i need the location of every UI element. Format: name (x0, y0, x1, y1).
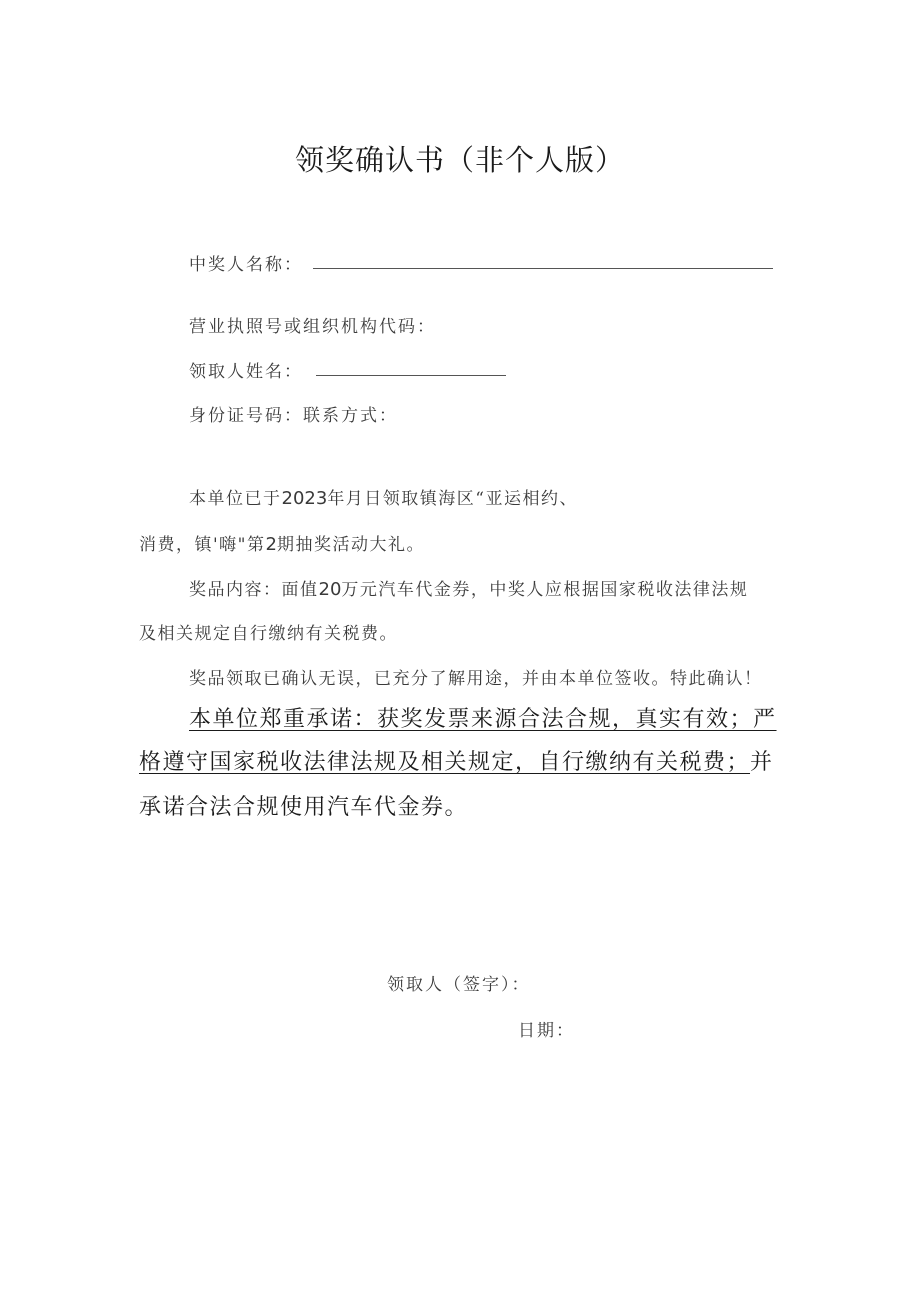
promise-line-2 (139, 745, 774, 776)
p2-text-a: 奖品内容：面值 (189, 580, 319, 600)
p1-text-b: 年月日领取镇海区“亚运相约、 (327, 489, 579, 509)
receiver-name-label: 领取人姓名： (189, 362, 303, 382)
license-label: 营业执照号或组织机构代码： (189, 317, 436, 337)
paragraph-2-line-2: 及相关规定自行缴纳有关税费。 (139, 624, 398, 644)
paragraph-1-line-2 (139, 530, 425, 555)
winner-name-line[interactable] (313, 268, 773, 269)
p2-text-b: 万元汽车代金券，中奖人应根据国家税收法律法规 (341, 580, 749, 600)
promise-line-2-rest: 并 (750, 750, 774, 775)
promise-line-3: 承诺合法合规使用汽车代金券。 (139, 795, 469, 820)
receiver-name-line[interactable] (316, 375, 506, 376)
paragraph-1-line-1 (189, 484, 578, 509)
p1-text-d: 期抽奖活动大礼。 (276, 535, 425, 555)
promise-line-1-text: 本单位郑重承诺：获奖发票来源合法合规，真实有效；严 (189, 707, 777, 732)
p1-period: 2 (265, 534, 277, 555)
promise-line-2-underlined: 格遵守国家税收法律法规及相关规定，自行缴纳有关税费； (139, 750, 751, 775)
date-label: 日期： (518, 1021, 575, 1041)
p1-text-c: 消费，镇'嗨"第 (139, 535, 266, 555)
paragraph-2-line-1 (189, 575, 748, 600)
p2-amount: 20 (318, 579, 342, 600)
p1-text-a: 本单位已于 (189, 489, 282, 509)
promise-line-1 (189, 702, 777, 733)
p1-year: 2023 (281, 488, 328, 509)
document-title: 领奖确认书（非个人版） (294, 143, 625, 177)
winner-name-label: 中奖人名称： (189, 255, 303, 275)
receiver-signature-label: 领取人（签字）： (387, 975, 531, 995)
paragraph-3: 奖品领取已确认无误，已充分了解用途，并由本单位签收。特此确认！ (189, 669, 763, 689)
id-contact-label: 身份证号码：联系方式： (189, 406, 398, 426)
